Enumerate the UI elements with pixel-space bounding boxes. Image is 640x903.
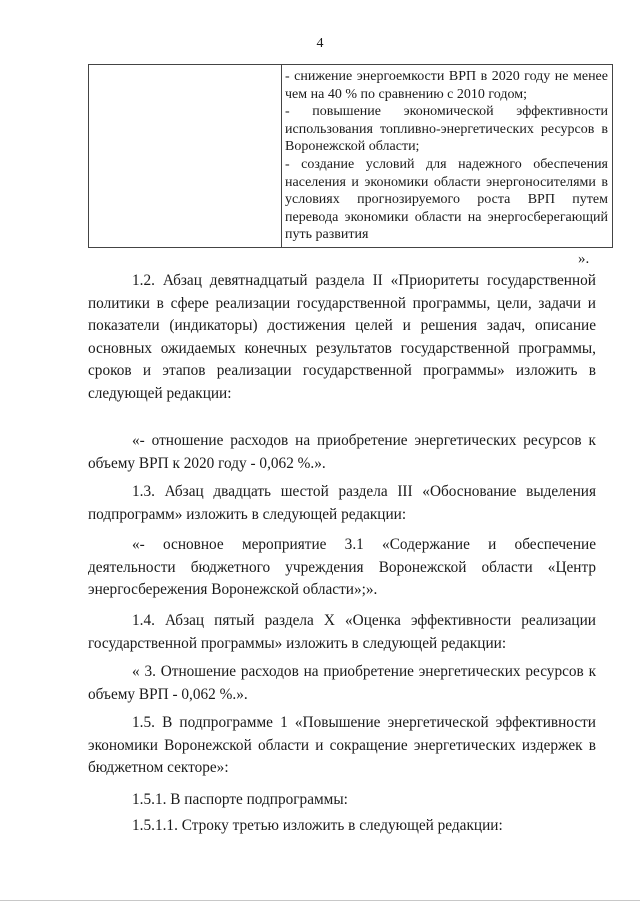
- table-left-cell: [89, 65, 282, 248]
- paragraph-1-3-text: «- основное мероприятие 3.1 «Содержание и обеспечение деятельности бюджетного учреждения Воронежской области «Центр энергосбережения Воронежской области»;».: [88, 536, 596, 599]
- passport-table: [88, 64, 613, 248]
- paragraph-1-5-1: 1.5.1. В паспорте подпрограммы:: [132, 791, 348, 808]
- scan-edge-line: [0, 900, 640, 901]
- paragraph-1-4-text: « 3. Отношение расходов на приобретение энергетических ресурсов к объему ВРП - 0,062 %.».: [88, 663, 596, 703]
- paragraph-1-2: 1.2. Абзац девятнадцатый раздела II «Приоритеты государственной политики в сфере реализации государственной программы, цели, задачи и показатели (индикаторы) достижения целей и решения задач, описание основных ожидаемых конечных результатов государственной программы, сроков и этапов реализации государственной программы» изложить в следующей редакции:: [88, 272, 596, 402]
- paragraph-1-3: 1.3. Абзац двадцать шестой раздела III «Обоснование выделения подпрограмм» изложить в следующей редакции:: [88, 483, 596, 523]
- table-right-cell: [282, 65, 613, 248]
- table-cell-line: - создание условий для надежного обеспечения населения и экономики области энергоносителями в условиях прогнозируемого роста ВРП путем перевода экономики области на энергосберегающий путь развития: [285, 156, 608, 243]
- paragraph-1-5-1-1: 1.5.1.1. Строку третью изложить в следующей редакции:: [132, 817, 503, 834]
- table-row: [89, 65, 613, 248]
- paragraph-1-5: 1.5. В подпрограмме 1 «Повышение энергетической эффективности экономики Воронежской области и сокращение энергетических издержек в бюджетном секторе»:: [88, 714, 596, 777]
- table-cell-line: - повышение экономической эффективности использования топливно-энергетических ресурсов в Воронежской области;: [285, 104, 608, 155]
- table-close-quote: ».: [578, 251, 590, 267]
- paragraph-1-2-text: «- отношение расходов на приобретение энергетических ресурсов к объему ВРП к 2020 году - 0,062 %.».: [88, 432, 596, 472]
- paragraph-1-4: 1.4. Абзац пятый раздела X «Оценка эффективности реализации государственной программы» изложить в следующей редакции:: [88, 612, 596, 652]
- page-number: 4: [316, 36, 324, 51]
- table-cell-line: - снижение энергоемкости ВРП в 2020 году не менее чем на 40 % по сравнению с 2010 годом;: [285, 69, 608, 102]
